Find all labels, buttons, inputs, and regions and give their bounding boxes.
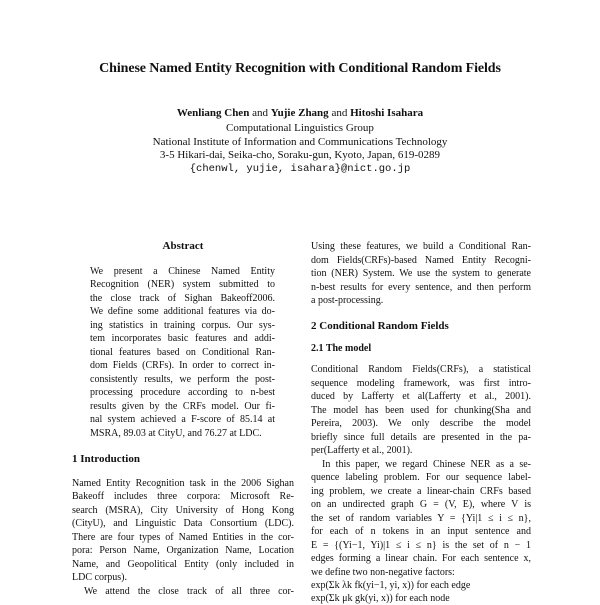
author-line	[0, 107, 600, 119]
affiliation-line: 3-5 Hikari-dai, Seika-cho, Soraku-gun, Kyoto, Japan, 619-0289	[159, 149, 441, 161]
author-name: Hitoshi Isahara	[350, 107, 424, 119]
abstract-line: ing statistics in training corpus. Our sys-	[90, 320, 275, 331]
body-line: Conditional Random Fields(CRFs), a statistical	[311, 364, 531, 375]
paper-title: Chinese Named Entity Recognition with Conditional Random Fields	[99, 61, 501, 76]
abstract-heading: Abstract	[162, 240, 204, 252]
section-heading-introduction: 1 Introduction	[72, 453, 140, 465]
equation-line: exp(Σk μk gk(yi, x)) for each node	[311, 593, 450, 604]
intro-line: Bakeoff includes three corpora: Microsoft Re-	[72, 491, 294, 502]
body-line: per(Lafferty et al., 2001).	[311, 445, 413, 456]
intro-line: search (MSRA), City University of Hong Kong	[72, 505, 294, 516]
abstract-line: Recognition (NER) system submitted to	[90, 279, 275, 290]
affiliation-line: Computational Linguistics Group	[226, 122, 374, 134]
body-line: edges forming a linear chain. For each sentence x,	[311, 553, 531, 564]
body-line: the set of random variables Y = {Yi|1 ≤ i ≤ n},	[311, 513, 531, 524]
intro-line: (CityU), and Linguistic Data Consortium (LDC).	[72, 518, 294, 529]
body-line: n-best results for every sentence, and then perform	[311, 282, 531, 293]
body-line: In this paper, we regard Chinese NER as a se-	[322, 459, 531, 470]
body-line: Using these features, we build a Conditional Ran-	[311, 241, 531, 252]
body-line: quence labeling problem. For our sequence label-	[311, 472, 531, 483]
body-line: we define two non-negative factors:	[311, 567, 455, 578]
intro-line: We attend the close track of all three cor-	[84, 586, 294, 597]
subsection-heading-model: 2.1 The model	[311, 343, 372, 354]
body-line: E = {(Yi−1, Yi)|1 ≤ i ≤ n} is the set of n − 1	[311, 540, 531, 551]
body-line: tion (NER) System. We use the system to generate	[311, 268, 531, 279]
abstract-line: tional features based on Conditional Ran-	[90, 347, 275, 358]
abstract-line: nal system achieved a F-score of 85.14 at	[90, 414, 275, 425]
author-name: Yujie Zhang	[270, 107, 329, 119]
abstract-line: We present a Chinese Named Entity	[90, 266, 275, 277]
intro-line: Name, and Geopolitical Entity (only included in	[72, 559, 294, 570]
author-conjunction: and	[252, 107, 268, 119]
body-line: duced by Lafferty et al(Lafferty et al., 2001).	[311, 391, 531, 402]
body-line: for each of n tokens in an input sentence and	[311, 526, 531, 537]
author-conjunction: and	[331, 107, 348, 119]
body-line: Pereira, 2003). We only describe the model	[311, 418, 531, 429]
body-line: sequence modeling framework, was first intro-	[311, 378, 531, 389]
affiliation-line: National Institute of Information and Communications Technology	[152, 136, 448, 148]
body-line: The model has been used for chunking(Sha and	[311, 405, 531, 416]
intro-line: There are four types of Named Entities in the cor-	[72, 532, 294, 543]
abstract-line: processing procedure according to n-best	[90, 387, 275, 398]
abstract-line: We define some additional features via do-	[90, 306, 275, 317]
intro-line: pora: Person Name, Organization Name, Location	[72, 545, 294, 556]
body-line: briefly since full details are presented in the pa-	[311, 432, 531, 443]
author-name: Wenliang Chen	[176, 107, 250, 119]
abstract-line: MSRA, 89.03 at CityU, and 76.27 at LDC.	[90, 428, 262, 439]
abstract-line: dom Fields (CRFs). In order to correct in-	[90, 360, 275, 371]
body-line: on an undirected graph G = (V, E), where V is	[311, 499, 531, 510]
body-line: dom Fields(CRFs)-based Named Entity Recogni-	[311, 255, 531, 266]
abstract-line: tem incorporates basic features and addi-	[90, 333, 275, 344]
body-line: ing problem, we create a linear-chain CRFs based	[311, 486, 531, 497]
abstract-line: results given by the CRFs model. Our fi-	[90, 401, 275, 412]
body-line: a post-processing.	[311, 295, 384, 306]
abstract-line: the close track of Sighan Bakeoff2006.	[90, 293, 275, 304]
intro-line: Named Entity Recognition task in the 2006 Sighan	[72, 478, 294, 489]
abstract-line: consistently results, we perform the post-	[90, 374, 275, 385]
section-heading-crf: 2 Conditional Random Fields	[311, 320, 449, 332]
author-email: {chenwl, yujie, isahara}@nict.go.jp	[189, 163, 411, 175]
intro-line: LDC corpus).	[72, 572, 127, 583]
equation-line: exp(Σk λk fk(yi−1, yi, x)) for each edge	[311, 580, 471, 591]
